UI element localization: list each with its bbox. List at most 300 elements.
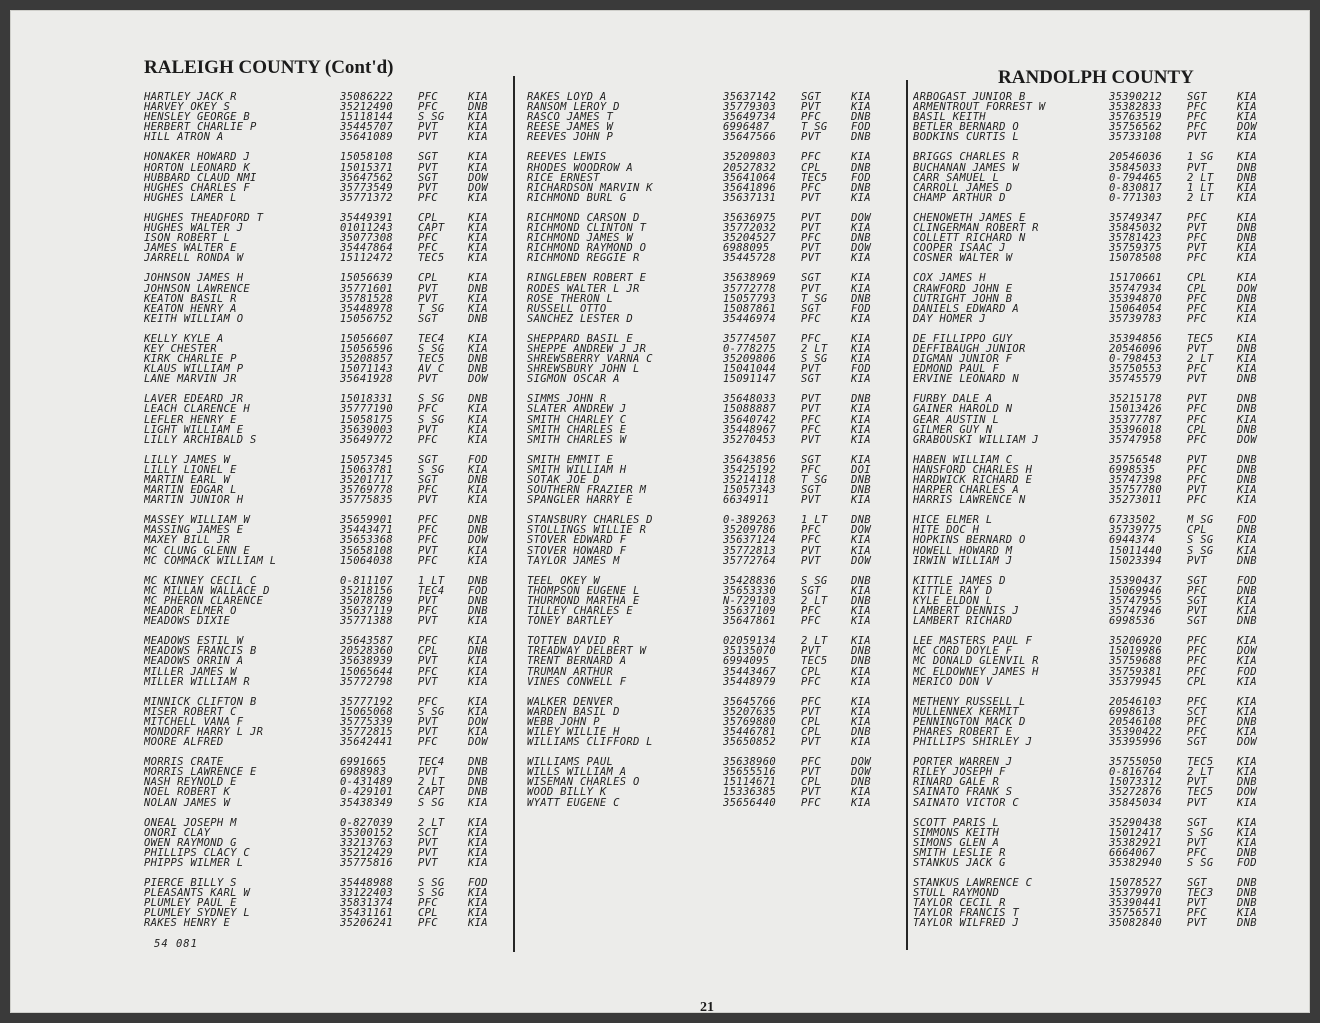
casualty-status: KIA <box>1237 908 1257 919</box>
soldier-name: HUGHES LAMER L <box>144 192 237 203</box>
soldier-name: MONDORF HARRY L JR <box>144 726 264 738</box>
soldier-name: LEE MASTERS PAUL F <box>913 636 1033 647</box>
soldier-name: DE FILLIPPO GUY <box>913 333 1013 344</box>
soldier-name: STANSBURY CHARLES D <box>527 515 653 526</box>
serial-number: 35641896 <box>723 182 776 193</box>
serial-number: 01011243 <box>340 223 393 234</box>
soldier-name: MERICO DON V <box>913 676 993 687</box>
soldier-name: ROSE THERON L <box>527 293 614 304</box>
rank: SGT <box>418 152 438 163</box>
soldier-name: HABEN WILLIAM C <box>913 454 1013 465</box>
serial-number: 6996487 <box>723 122 770 133</box>
roster-row <box>144 485 520 495</box>
casualty-status: KIA <box>468 918 488 929</box>
casualty-status: DNB <box>851 162 871 173</box>
roster-row <box>913 394 1297 404</box>
roster-row <box>527 485 903 495</box>
soldier-name: KITTLE RAY D <box>913 585 993 596</box>
casualty-status: KIA <box>1237 253 1257 264</box>
serial-number: 0-431489 <box>340 777 393 788</box>
roster-row <box>144 92 520 102</box>
rank: SGT <box>801 585 821 596</box>
serial-number: 35769778 <box>340 485 393 496</box>
serial-number: 35653330 <box>723 585 776 596</box>
casualty-status: KIA <box>468 233 488 244</box>
roster-row <box>144 193 520 203</box>
serial-number: 0-429101 <box>340 787 393 798</box>
rank: CPL <box>418 212 438 224</box>
rank: PFC <box>1187 585 1207 596</box>
soldier-name: COX JAMES H <box>913 273 986 284</box>
serial-number: 35649734 <box>723 112 776 123</box>
casualty-status: DNB <box>1237 918 1257 929</box>
serial-number: 35769880 <box>723 716 776 727</box>
casualty-status: KIA <box>851 343 871 355</box>
roster-row <box>144 798 520 808</box>
roster-row <box>144 404 520 414</box>
soldier-name: SAINATO VICTOR C <box>913 797 1019 808</box>
roster-row <box>144 132 520 142</box>
roster-row <box>144 163 520 173</box>
casualty-status: DOW <box>1237 787 1257 798</box>
soldier-name: BRIGGS CHARLES R <box>913 152 1019 163</box>
roster-group <box>913 576 1297 626</box>
rank: PFC <box>801 313 821 324</box>
roster-row <box>913 163 1297 173</box>
roster-row <box>913 132 1297 142</box>
serial-number: 35759381 <box>1109 666 1162 677</box>
roster-row <box>913 213 1297 223</box>
serial-number: 15078527 <box>1109 878 1162 889</box>
soldier-name: NOEL ROBERT K <box>144 787 231 798</box>
serial-number: 35443467 <box>723 666 776 677</box>
rank: PVT <box>418 424 438 435</box>
roster-group <box>144 636 520 686</box>
rank: PFC <box>418 485 438 496</box>
rank: PFC <box>1187 434 1207 445</box>
soldier-name: WALKER DENVER <box>527 696 614 707</box>
casualty-status: DOW <box>1237 122 1257 133</box>
serial-number: 35077308 <box>340 233 393 244</box>
serial-number: 15063781 <box>340 464 393 475</box>
soldier-name: PLEASANTS KARL W <box>144 888 250 899</box>
rank: PVT <box>418 182 438 193</box>
serial-number: 15170661 <box>1109 273 1162 284</box>
roster-row <box>913 425 1297 435</box>
roster-row <box>144 646 520 656</box>
roster-row <box>144 304 520 314</box>
rank: SGT <box>1187 878 1207 889</box>
roster-row <box>913 404 1297 414</box>
rank: TEC5 <box>1187 757 1214 768</box>
rank: CPL <box>418 908 438 919</box>
serial-number: 35759375 <box>1109 243 1162 254</box>
rank: CAPT <box>418 223 445 234</box>
roster-row <box>144 918 520 928</box>
casualty-status: FOD <box>851 172 871 183</box>
rank: PVT <box>418 726 438 738</box>
column-divider <box>906 80 908 950</box>
serial-number: 35390437 <box>1109 575 1162 586</box>
casualty-status: DNB <box>468 777 488 788</box>
casualty-status: DNB <box>468 595 488 607</box>
soldier-name: SHREWSBURY JOHN L <box>527 364 640 375</box>
roster-row <box>527 465 903 475</box>
rank: PVT <box>418 293 438 304</box>
roster-row <box>913 304 1297 314</box>
casualty-status: DNB <box>468 364 488 375</box>
rank: PVT <box>1187 777 1207 788</box>
roster-row <box>913 787 1297 797</box>
casualty-status: DNB <box>468 575 488 586</box>
serial-number: 35745579 <box>1109 374 1162 385</box>
serial-number: 35647562 <box>340 172 393 183</box>
serial-number: 15012417 <box>1109 827 1162 838</box>
serial-number: 35209786 <box>723 525 776 536</box>
casualty-status: KIA <box>1237 132 1257 143</box>
soldier-name: LAMBERT RICHARD <box>913 616 1013 627</box>
roster-row <box>527 304 903 314</box>
soldier-name: MC DONALD GLENVIL R <box>913 656 1039 667</box>
roster-row <box>144 475 520 485</box>
roster-row <box>527 122 903 132</box>
roster-group <box>144 576 520 626</box>
soldier-name: ARMENTROUT FORREST W <box>913 102 1046 113</box>
roster-row <box>144 878 520 888</box>
serial-number: 15019986 <box>1109 646 1162 657</box>
roster-group <box>144 273 520 323</box>
casualty-status: DNB <box>851 646 871 657</box>
rank: PFC <box>1187 475 1207 486</box>
soldier-name: RHODES WOODROW A <box>527 162 633 173</box>
rank: PVT <box>418 858 438 869</box>
roster-group <box>527 152 903 202</box>
soldier-name: STANKUS LAWRENCE C <box>913 878 1033 889</box>
serial-number: 15064038 <box>340 555 393 566</box>
casualty-status: DOW <box>851 212 871 224</box>
soldier-name: HENSLEY GEORGE B <box>144 112 250 123</box>
rank: SGT <box>1187 575 1207 586</box>
soldier-name: MEADOWS ORRIN A <box>144 656 244 667</box>
roster-row <box>913 314 1297 324</box>
rank: 2 LT <box>1187 767 1214 778</box>
roster-row <box>144 112 520 122</box>
serial-number: 35390422 <box>1109 726 1162 738</box>
soldier-name: MC MILLAN WALLACE D <box>144 585 270 596</box>
serial-number: 6998536 <box>1109 616 1156 627</box>
rank: SGT <box>418 475 438 486</box>
serial-number: 15073312 <box>1109 777 1162 788</box>
casualty-status: KIA <box>851 434 871 445</box>
roster-row <box>913 435 1297 445</box>
soldier-name: BUCHANAN JAMES W <box>913 162 1019 173</box>
casualty-status: KIA <box>1237 333 1257 344</box>
roster-row <box>144 223 520 233</box>
rank: SGT <box>801 273 821 284</box>
serial-number: 35763519 <box>1109 112 1162 123</box>
casualty-status: DNB <box>851 182 871 193</box>
soldier-name: ARBOGAST JUNIOR B <box>913 92 1026 103</box>
serial-number: 35207635 <box>723 706 776 717</box>
rank: SGT <box>801 303 821 314</box>
serial-number: 35218156 <box>340 585 393 596</box>
soldier-name: THURMOND MARTHA E <box>527 595 640 607</box>
rank: TEC5 <box>801 656 828 667</box>
roster-row <box>144 546 520 556</box>
rank: PVT <box>801 737 821 748</box>
rank: PFC <box>418 404 438 415</box>
casualty-status: KIA <box>468 726 488 738</box>
serial-number: 35638960 <box>723 757 776 768</box>
casualty-status: DNB <box>1237 555 1257 566</box>
serial-number: 15057793 <box>723 293 776 304</box>
rank: 2 LT <box>801 343 828 355</box>
serial-number: 6988095 <box>723 243 770 254</box>
serial-number: 15078508 <box>1109 253 1162 264</box>
soldier-name: KLAUS WILLIAM P <box>144 364 244 375</box>
roster-row <box>144 898 520 908</box>
casualty-status: KIA <box>468 162 488 173</box>
rank: SGT <box>801 485 821 496</box>
roster-row <box>913 334 1297 344</box>
soldier-name: BODKINS CURTIS L <box>913 132 1019 143</box>
soldier-name: TOTTEN DAVID R <box>527 636 620 647</box>
casualty-status: KIA <box>468 827 488 838</box>
serial-number: 6944374 <box>1109 535 1156 546</box>
casualty-status: KIA <box>1237 102 1257 113</box>
roster-row <box>913 586 1297 596</box>
rank: PFC <box>1187 122 1207 133</box>
serial-number: 6991665 <box>340 757 387 768</box>
soldier-name: PLUMLEY PAUL E <box>144 898 237 909</box>
roster-row <box>527 354 903 364</box>
roster-row <box>527 173 903 183</box>
roster-group <box>913 757 1297 807</box>
soldier-name: MARTIN JUNIOR H <box>144 495 244 506</box>
rank: PFC <box>801 676 821 687</box>
footer-code: 54 081 <box>154 938 198 950</box>
roster-page <box>10 10 1310 1013</box>
casualty-status: KIA <box>468 636 488 647</box>
serial-number: 35394856 <box>1109 333 1162 344</box>
casualty-status: DNB <box>851 777 871 788</box>
roster-row <box>527 646 903 656</box>
rank: S SG <box>418 394 445 405</box>
rank: PFC <box>801 414 821 425</box>
rank: PFC <box>801 152 821 163</box>
serial-number: 35647566 <box>723 132 776 143</box>
casualty-status: KIA <box>468 132 488 143</box>
roster-row <box>527 233 903 243</box>
casualty-status: DNB <box>851 233 871 244</box>
soldier-name: SMITH WILLIAM H <box>527 464 627 475</box>
roster-row <box>913 767 1297 777</box>
roster-row <box>527 163 903 173</box>
rank: PVT <box>1187 394 1207 405</box>
serial-number: 15065068 <box>340 706 393 717</box>
soldier-name: MORRIS LAWRENCE E <box>144 767 257 778</box>
casualty-status: KIA <box>851 223 871 234</box>
casualty-status: KIA <box>1237 182 1257 193</box>
casualty-status: FOD <box>468 878 488 889</box>
serial-number: 35640742 <box>723 414 776 425</box>
soldier-name: BASIL KEITH <box>913 112 986 123</box>
casualty-status: DNB <box>468 394 488 405</box>
serial-number: 35771601 <box>340 283 393 294</box>
roster-row <box>527 727 903 737</box>
rank: PVT <box>1187 132 1207 143</box>
roster-row <box>144 777 520 787</box>
roster-row <box>913 667 1297 677</box>
serial-number: 35781528 <box>340 293 393 304</box>
soldier-name: HARPER CHARLES A <box>913 485 1019 496</box>
rank: PVT <box>418 545 438 556</box>
roster-row <box>144 425 520 435</box>
serial-number: 15065644 <box>340 666 393 677</box>
rank: S SG <box>1187 545 1214 556</box>
casualty-status: KIA <box>851 283 871 294</box>
casualty-status: KIA <box>468 464 488 475</box>
soldier-name: STULL RAYMOND <box>913 888 1000 899</box>
roster-group <box>913 394 1297 444</box>
serial-number: 35382921 <box>1109 837 1162 848</box>
casualty-status: DOW <box>851 243 871 254</box>
roster-row <box>527 132 903 142</box>
roster-row <box>527 374 903 384</box>
casualty-status: KIA <box>851 92 871 103</box>
serial-number: 15056607 <box>340 333 393 344</box>
soldier-name: STOVER HOWARD F <box>527 545 627 556</box>
roster-row <box>527 596 903 606</box>
rank: PFC <box>801 233 821 244</box>
casualty-status: DNB <box>851 485 871 496</box>
casualty-status: KIA <box>1237 676 1257 687</box>
serial-number: 6634911 <box>723 495 770 506</box>
roster-row <box>144 435 520 445</box>
casualty-status: DNB <box>468 515 488 526</box>
rank: T SG <box>801 122 828 133</box>
roster-row <box>913 828 1297 838</box>
roster-group <box>144 394 520 444</box>
soldier-name: CARROLL JAMES D <box>913 182 1013 193</box>
soldier-name: MC PHERON CLARENCE <box>144 595 264 607</box>
serial-number: 35831374 <box>340 898 393 909</box>
soldier-name: METHENY RUSSELL L <box>913 696 1026 707</box>
rank: T SG <box>418 303 445 314</box>
casualty-status: KIA <box>468 152 488 163</box>
serial-number: 35772815 <box>340 726 393 738</box>
roster-row <box>913 616 1297 626</box>
serial-number: 33122403 <box>340 888 393 899</box>
serial-number: 35215178 <box>1109 394 1162 405</box>
soldier-name: SOUTHERN FRAZIER M <box>527 485 647 496</box>
serial-number: 35448988 <box>340 878 393 889</box>
rank: PVT <box>418 162 438 173</box>
rank: CPL <box>1187 525 1207 536</box>
serial-number: 35641064 <box>723 172 776 183</box>
roster-row <box>527 606 903 616</box>
soldier-name: SAINATO FRANK S <box>913 787 1013 798</box>
rank: CPL <box>418 273 438 284</box>
soldier-name: MC COMMACK WILLIAM L <box>144 555 277 566</box>
casualty-status: KIA <box>1237 706 1257 717</box>
soldier-name: HANSFORD CHARLES H <box>913 464 1033 475</box>
roster-row <box>527 334 903 344</box>
rank: S SG <box>418 112 445 123</box>
casualty-status: KIA <box>468 343 488 355</box>
soldier-name: RAKES HENRY E <box>144 918 231 929</box>
casualty-status: KIA <box>468 495 488 506</box>
rank: PFC <box>801 333 821 344</box>
rank: PFC <box>418 666 438 677</box>
casualty-status: KIA <box>1237 495 1257 506</box>
rank: PVT <box>801 394 821 405</box>
serial-number: 35425192 <box>723 464 776 475</box>
soldier-name: MEADOR ELMER O <box>144 606 237 617</box>
serial-number: 15041044 <box>723 364 776 375</box>
casualty-status: KIA <box>468 112 488 123</box>
serial-number: 35638939 <box>340 656 393 667</box>
casualty-status: KIA <box>851 404 871 415</box>
serial-number: 35438349 <box>340 797 393 808</box>
soldier-name: LANE MARVIN JR <box>144 374 237 385</box>
rank: SGT <box>801 374 821 385</box>
roster-group <box>527 334 903 384</box>
rank: S SG <box>1187 858 1214 869</box>
roster-row <box>144 697 520 707</box>
soldier-name: HARVEY OKEY S <box>144 102 231 113</box>
casualty-status: DNB <box>1237 464 1257 475</box>
soldier-name: MITCHELL VANA F <box>144 716 244 727</box>
roster-row <box>144 908 520 918</box>
roster-row <box>144 888 520 898</box>
soldier-name: COSNER WALTER W <box>913 253 1013 264</box>
roster-row <box>913 374 1297 384</box>
rank: PVT <box>418 847 438 858</box>
roster-row <box>144 525 520 535</box>
soldier-name: RASCO JAMES T <box>527 112 614 123</box>
soldier-name: WEBB JOHN P <box>527 716 600 727</box>
serial-number: 0-830817 <box>1109 182 1162 193</box>
serial-number: 35448979 <box>723 676 776 687</box>
roster-row <box>144 656 520 666</box>
serial-number: 35775816 <box>340 858 393 869</box>
serial-number: 35750553 <box>1109 364 1162 375</box>
roster-row <box>913 354 1297 364</box>
rank: PVT <box>801 787 821 798</box>
soldier-name: STANKUS JACK G <box>913 858 1006 869</box>
serial-number: 0-816764 <box>1109 767 1162 778</box>
roster-row <box>144 183 520 193</box>
rank: PVT <box>1187 606 1207 617</box>
soldier-name: DIGMAN JUNIOR F <box>913 354 1013 365</box>
casualty-status: KIA <box>468 92 488 103</box>
roster-row <box>527 415 903 425</box>
rank: PVT <box>1187 454 1207 465</box>
casualty-status: KIA <box>1237 364 1257 375</box>
soldier-name: DEFFIBAUGH JUNIOR <box>913 343 1026 355</box>
soldier-name: PHARES ROBERT E <box>913 726 1013 738</box>
serial-number: 35636975 <box>723 212 776 224</box>
rank: SGT <box>801 454 821 465</box>
soldier-name: MC ELDOWNEY JAMES H <box>913 666 1039 677</box>
casualty-status: DOW <box>468 182 488 193</box>
roster-row <box>913 294 1297 304</box>
rank: SGT <box>1187 817 1207 828</box>
roster-row <box>144 294 520 304</box>
soldier-name: PORTER WARREN J <box>913 757 1013 768</box>
soldier-name: RILEY JOSEPH F <box>913 767 1006 778</box>
